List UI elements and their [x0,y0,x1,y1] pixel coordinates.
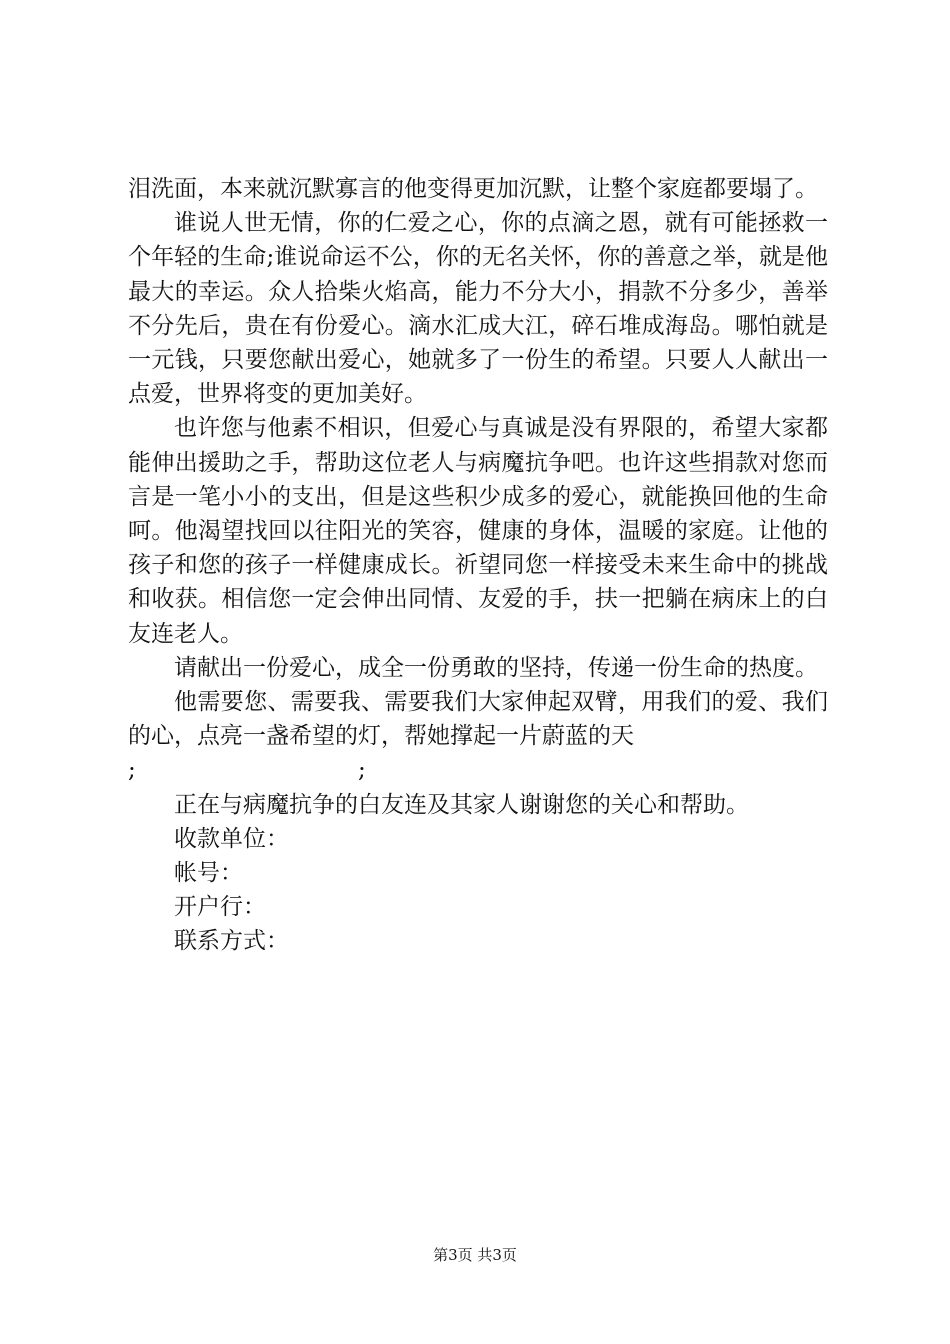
account-label: 帐号： [174,860,243,887]
contact-label: 联系方式： [174,928,289,955]
semicolon-row [128,753,828,787]
paragraph-need: 他需要您、需要我、需要我们大家伸起双臂，用我们的爱、我们的心，点亮一盏希望的灯，帮她撑起一片蔚蓝的天 [128,689,828,750]
semicolon-mark: ; [358,757,366,784]
paragraph-hope: 也许您与他素不相识，但爱心与真诚是没有界限的，希望大家都能伸出援助之手，帮助这位老人与病魔抗争吧。也许这些捐款对您而言是一笔小小的支出，但是这些积少成多的爱心，就能换回他的生命呵。他渴望找回以往阳光的笑容，健康的身体，温暖的家庭。让他的孩子和您的孩子一样健康成长。祈望同您一样接受未来生命中的挑战和收获。相信您一定会伸出同情、友爱的手，扶一把躺在病床上的白友连老人。 [128,415,828,647]
page-number-footer: 第3页 共3页 [433,1246,517,1264]
thanks-line: 正在与病魔抗争的白友连及其家人谢谢您的关心和帮助。 [174,791,749,818]
paragraph-request: 请献出一份爱心，成全一份勇敢的坚持，传递一份生命的热度。 [174,654,818,681]
document-body [128,172,828,959]
paragraph-continuation: 泪洗面，本来就沉默寡言的他变得更加沉默，让整个家庭都要塌了。 [128,176,818,202]
payee-label: 收款单位： [174,825,289,852]
semicolon-mark: ; [128,757,136,784]
bank-label: 开户行： [174,894,266,921]
paragraph-appeal: 谁说人世无情，你的仁爱之心，你的点滴之恩，就有可能拯救一个年轻的生命;谁说命运不公，你的无名关怀，你的善意之举，就是他最大的幸运。众人拾柴火焰高，能力不分大小，捐款不分多少，善举不分先后，贵在有份爱心。滴水汇成大江，碎石堆成海岛。哪怕就是一元钱，只要您献出爱心，她就多了一份生的希望。只要人人献出一点爱，世界将变的更加美好。 [128,210,828,408]
